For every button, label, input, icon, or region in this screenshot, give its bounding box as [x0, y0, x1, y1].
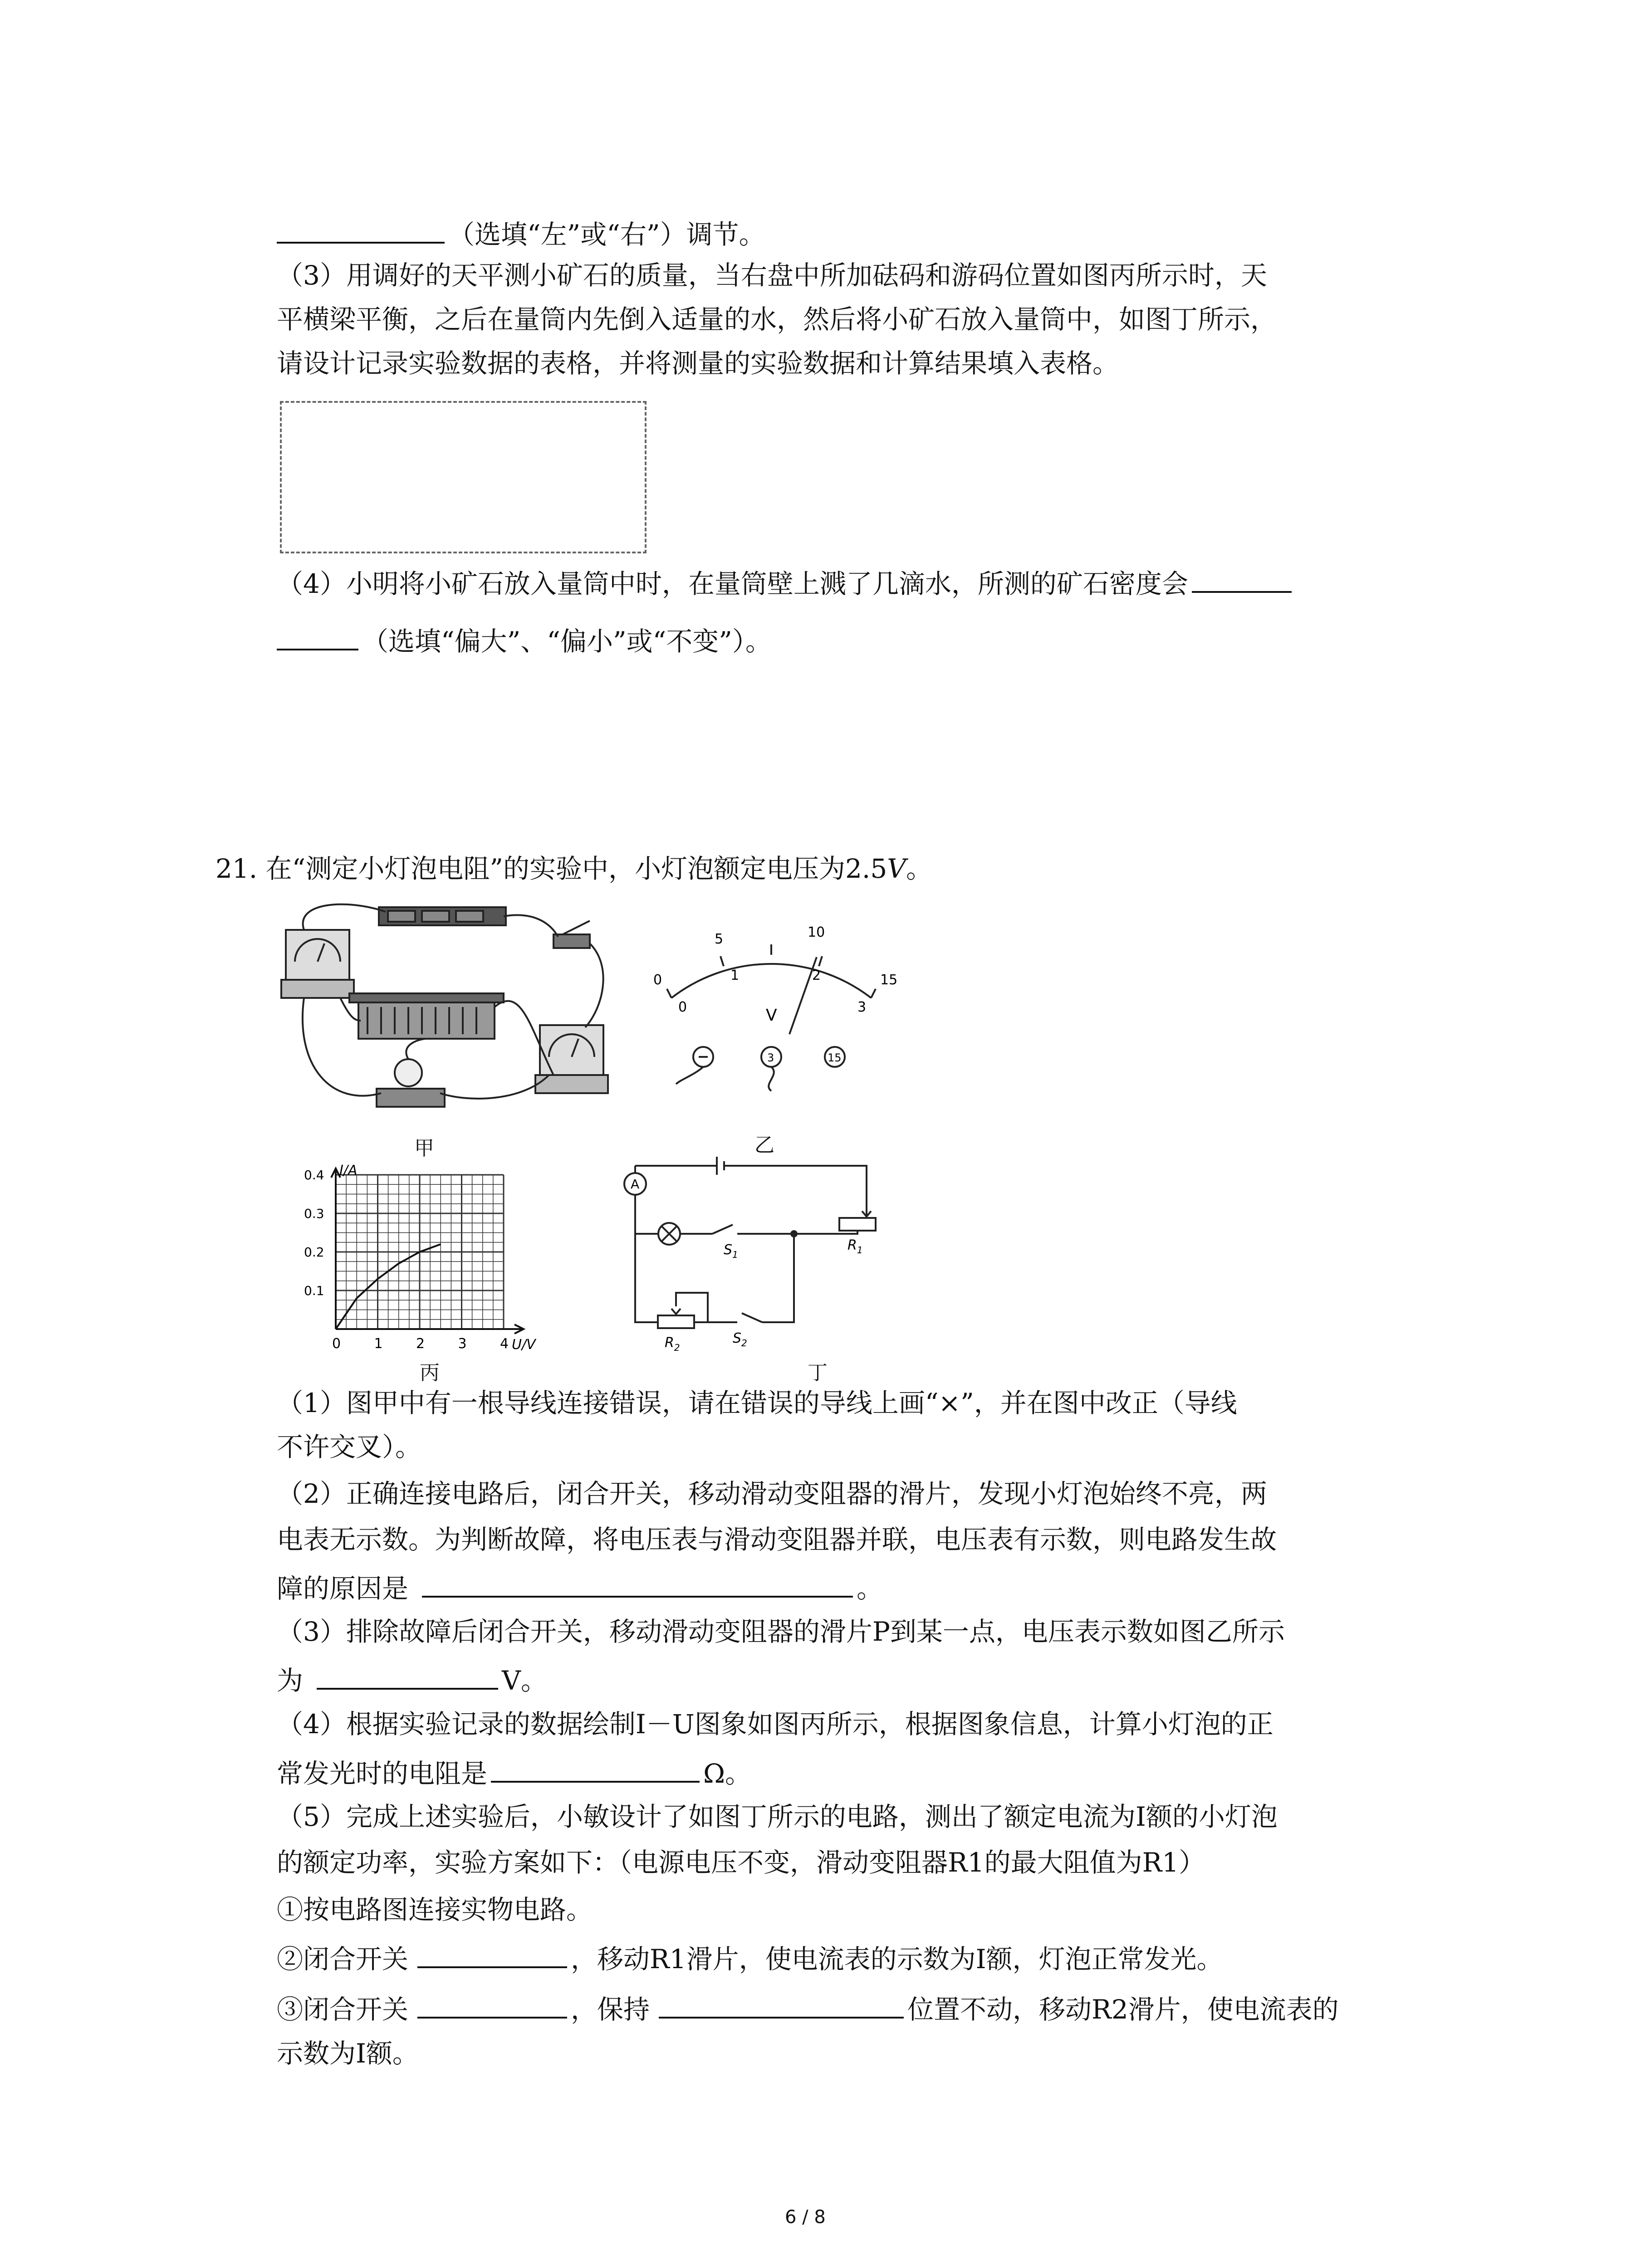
- figure-label-jia: 甲: [414, 1137, 434, 1160]
- terminal-3-label: 3: [767, 1051, 774, 1064]
- answer-blank[interactable]: [491, 1755, 700, 1783]
- y-tick-label: 0.3: [304, 1206, 324, 1221]
- p4-line-2: 常发光时的电阻是 Ω。: [277, 1755, 751, 1789]
- answer-blank[interactable]: [277, 215, 445, 244]
- y-tick-label: 0.2: [304, 1245, 324, 1260]
- q4-line-1: （4）小明将小矿石放入量筒中时，在量筒壁上溅了几滴水，所测的矿石密度会: [277, 565, 1295, 600]
- q21-intro: 21. 在“测定小灯泡电阻”的实验中，小灯泡额定电压为2.5V。: [216, 853, 933, 884]
- dial-upper-tick-10: 10: [808, 924, 825, 940]
- label-s1: $S_1$: [724, 1242, 738, 1260]
- figure-jia-circuit-illustration: [277, 894, 622, 1120]
- label-s2: $S_2$: [733, 1330, 747, 1349]
- answer-blank[interactable]: [422, 1569, 853, 1598]
- q3-line-2: 平横梁平衡，之后在量筒内先倒入适量的水，然后将小矿石放入量筒中，如图丁所示，: [277, 304, 1277, 335]
- q3-line-3: 请设计记录实验数据的表格，并将测量的实验数据和计算结果填入表格。: [277, 348, 1119, 379]
- data-table-answer-box[interactable]: [280, 401, 647, 553]
- figure-ding-circuit-diagram: [622, 1152, 885, 1356]
- y-axis-label: I/A: [339, 1163, 358, 1178]
- figure-label-ding: 丁: [808, 1361, 828, 1384]
- step-2: ②闭合开关 ，移动R1滑片，使电流表的示数为I额，灯泡正常发光。: [277, 1940, 1223, 1975]
- x-tick-label: 2: [416, 1336, 425, 1352]
- dial-upper-tick-15: 15: [880, 972, 898, 988]
- label-r1: $R_1$: [847, 1237, 863, 1256]
- x-axis-label: U/V: [512, 1337, 536, 1352]
- answer-blank[interactable]: [317, 1662, 498, 1690]
- dial-lower-tick-2: 2: [812, 968, 821, 983]
- p2-line-3: 障的原因是 。: [277, 1569, 883, 1604]
- x-tick-label: 0: [332, 1336, 341, 1352]
- step-3: ③闭合开关 ，保持 位置不动，移动R2滑片，使电流表的: [277, 1990, 1339, 2025]
- ammeter-symbol: A: [631, 1177, 640, 1192]
- figure-bing-iu-graph: [290, 1161, 572, 1352]
- figure-label-bing: 丙: [420, 1361, 440, 1384]
- page-number: 6 / 8: [785, 2207, 826, 2228]
- x-tick-label: 3: [458, 1336, 467, 1352]
- answer-blank[interactable]: [417, 1940, 567, 1968]
- figure-label-yi: 乙: [754, 1134, 774, 1157]
- q4-line-2: （选填“偏大”、“偏小”或“不变”）。: [277, 622, 772, 657]
- q-left-right-line: （选填“左”或“右”）调节。: [277, 215, 765, 250]
- p4-line-1: （4）根据实验记录的数据绘制I－U图象如图丙所示，根据图象信息，计算小灯泡的正: [277, 1709, 1274, 1740]
- p1-line-2: 不许交叉）。: [277, 1432, 422, 1462]
- dial-upper-tick-0: 0: [653, 972, 662, 988]
- x-tick-label: 4: [500, 1336, 509, 1352]
- step-3-cont: 示数为I额。: [277, 2038, 419, 2069]
- label-r2: $R_2$: [665, 1335, 680, 1353]
- y-tick-label: 0.4: [304, 1168, 324, 1183]
- terminal-15-label: 15: [828, 1051, 842, 1064]
- p2-line-2: 电表无示数。为判断故障，将电压表与滑动变阻器并联，电压表有示数，则电路发生故: [277, 1524, 1277, 1555]
- q3-line-1: （3）用调好的天平测小矿石的质量，当右盘中所加砝码和游码位置如图丙所示时，天: [277, 260, 1267, 291]
- answer-blank[interactable]: [277, 622, 358, 650]
- p2-line-1: （2）正确连接电路后，闭合开关，移动滑动变阻器的滑片，发现小灯泡始终不亮，两: [277, 1478, 1267, 1509]
- dial-upper-tick-5: 5: [715, 931, 724, 947]
- dial-lower-tick-0: 0: [678, 999, 687, 1015]
- answer-blank[interactable]: [417, 1990, 567, 2019]
- dial-lower-tick-1: 1: [730, 968, 740, 983]
- voltmeter-symbol: V: [766, 1006, 777, 1025]
- figure-yi-voltmeter-dial: [635, 903, 907, 1093]
- p1-line-1: （1）图甲中有一根导线连接错误，请在错误的导线上画“×”，并在图中改正（导线: [277, 1388, 1237, 1418]
- x-tick-label: 1: [374, 1336, 383, 1352]
- step-1: ①按电路图连接实物电路。: [277, 1894, 593, 1925]
- p3-line-1: （3）排除故障后闭合开关，移动滑动变阻器的滑片P到某一点，电压表示数如图乙所示: [277, 1616, 1285, 1647]
- p5-line-2: 的额定功率，实验方案如下：（电源电压不变，滑动变阻器R1的最大阻值为R1）: [277, 1847, 1205, 1878]
- p5-line-1: （5）完成上述实验后，小敏设计了如图丁所示的电路，测出了额定电流为I额的小灯泡: [277, 1801, 1278, 1832]
- p3-line-2: 为 V。: [277, 1662, 547, 1696]
- dial-lower-tick-3: 3: [857, 999, 867, 1015]
- answer-blank[interactable]: [659, 1990, 904, 2019]
- y-tick-label: 0.1: [304, 1283, 324, 1298]
- answer-blank[interactable]: [1192, 565, 1292, 593]
